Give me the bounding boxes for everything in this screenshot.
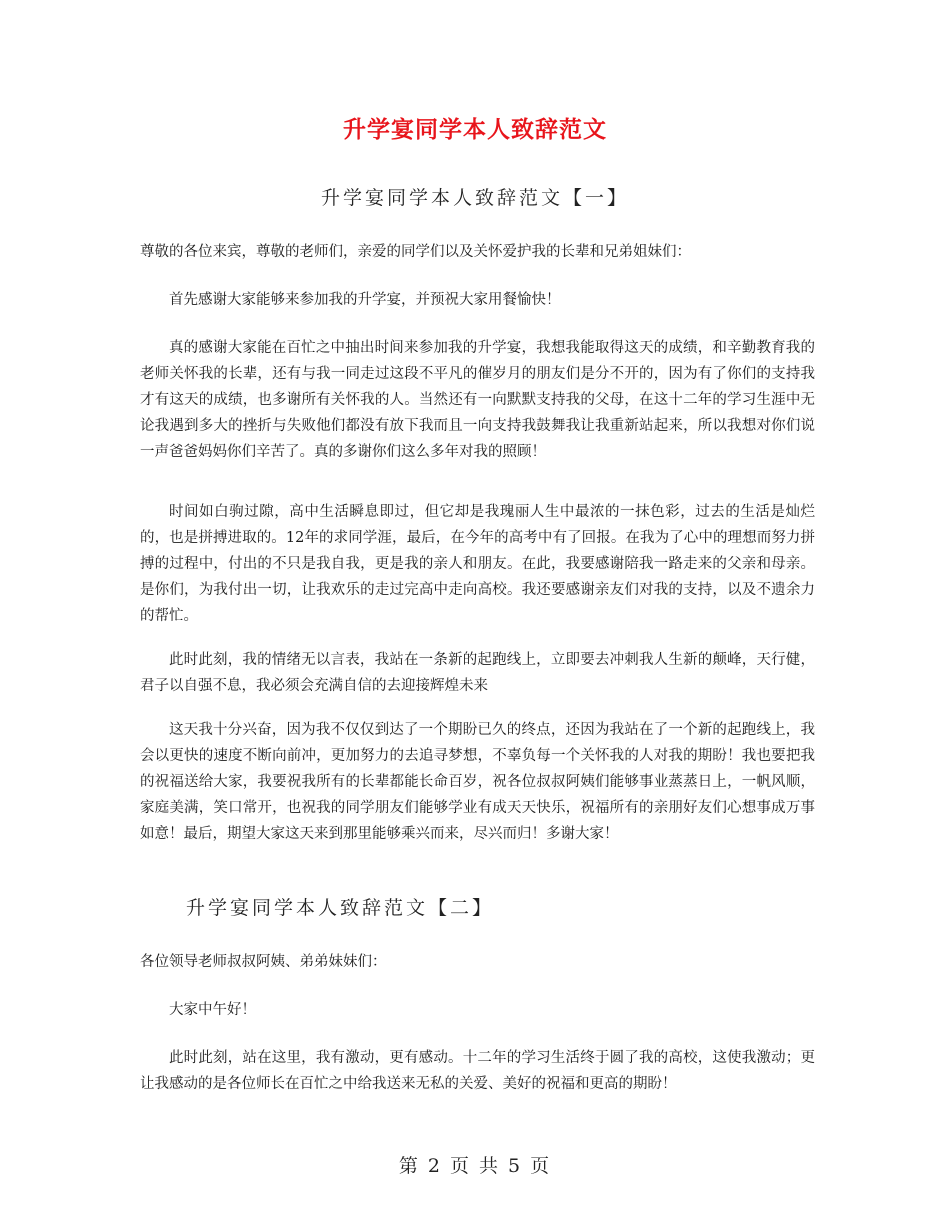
- document-title: 升学宴同学本人致辞范文: [343, 116, 607, 143]
- salutation-paragraph: 尊敬的各位来宾，尊敬的老师们，亲爱的同学们以及关怀爱护我的长辈和兄弟姐妹们：: [140, 244, 691, 260]
- page-footer: 第 2 页 共 5 页: [398, 1155, 552, 1177]
- section-heading-1: 升学宴同学本人致辞范文【一】: [320, 187, 629, 209]
- salutation-paragraph: 各位领导老师叔叔阿姨、弟弟妹妹们：: [140, 954, 387, 970]
- paragraph: 首先感谢大家能够来参加我的升学宴，并预祝大家用餐愉快！: [169, 292, 561, 308]
- paragraph: 时间如白驹过隙，高中生活瞬息即过，但它却是我瑰丽人生中最浓的一抹色彩，过去的生活是灿烂的，也是拼搏进取的。12年的求同学涯，最后，在今年的高考中有了回报。在我为了心中的理想而努力拼搏的过程中，付出的不只是我自我，更是我的亲人和朋友。在此，我要感谢陪我一路走来的父亲和母亲。是你们，为我付出一切，让我欢乐的走过完高中走向高校。我还要感谢亲友们对我的支持，以及不遗余力的帮忙。: [140, 504, 815, 624]
- paragraph: 这天我十分兴奋，因为我不仅仅到达了一个期盼已久的终点，还因为我站在了一个新的起跑线上，我会以更快的速度不断向前冲，更加努力的去追寻梦想，不辜负每一个关怀我的人对我的期盼！我也要把我的祝福送给大家，我要祝我所有的长辈都能长命百岁，祝各位叔叔阿姨们能够事业蒸蒸日上，一帆风顺，家庭美满，笑口常开，也祝我的同学朋友们能够学业有成天天快乐，祝福所有的亲朋好友们心想事成万事如意！最后，期望大家这天来到那里能够乘兴而来，尽兴而归！多谢大家！: [140, 722, 815, 842]
- section-heading-2: 升学宴同学本人致辞范文【二】: [186, 897, 495, 919]
- paragraph: 此时此刻，我的情绪无以言表，我站在一条新的起跑线上，立即要去冲刺我人生新的颠峰，天行健，君子以自强不息，我必须会充满自信的去迎接辉煌未来: [140, 652, 815, 694]
- paragraph: 此时此刻，站在这里，我有激动，更有感动。十二年的学习生活终于圆了我的高校，这使我激动；更让我感动的是各位师长在百忙之中给我送来无私的关爱、美好的祝福和更高的期盼！: [140, 1050, 815, 1092]
- paragraph: 大家中午好！: [169, 1002, 256, 1018]
- paragraph: 真的感谢大家能在百忙之中抽出时间来参加我的升学宴，我想我能取得这天的成绩，和辛勤教育我的老师关怀我的长辈，还有与我一同走过这段不平凡的催岁月的朋友们是分不开的，因为有了你们的支持我才有这天的成绩，也多谢所有关怀我的人。当然还有一向默默支持我的父母，在这十二年的学习生涯中无论我遇到多大的挫折与失败他们都没有放下我而且一向支持我鼓舞我让我重新站起来，所以我想对你们说一声爸爸妈妈你们辛苦了。真的多谢你们这么多年对我的照顾！: [140, 340, 815, 460]
